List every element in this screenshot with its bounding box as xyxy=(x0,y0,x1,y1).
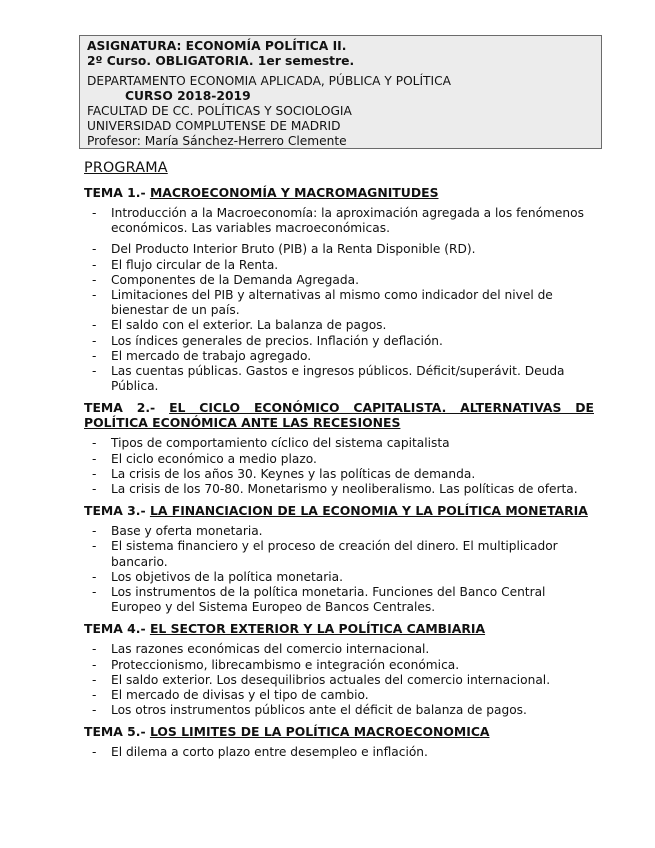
list-item: - El saldo con el exterior. La balanza de pagos. xyxy=(84,318,594,333)
tema-number: TEMA 5.- xyxy=(84,724,150,740)
department: DEPARTAMENTO ECONOMIA APLICADA, PÚBLICA Y POLÍTICA xyxy=(87,74,451,88)
tema-5-heading xyxy=(84,724,594,739)
tema-5-list xyxy=(84,745,594,760)
tema-4-heading xyxy=(84,621,594,636)
list-item: - Las razones económicas del comercio internacional. xyxy=(84,642,594,657)
tema-3-heading xyxy=(84,503,594,518)
tema-number: TEMA 2.- xyxy=(84,400,170,416)
list-item: - Proteccionismo, librecambismo e integración económica. xyxy=(84,658,594,673)
professor-line: Profesor: María Sánchez-Herrero Clemente xyxy=(87,134,347,148)
tema-title: LA FINANCIACION DE LA ECONOMIA Y LA POLÍTICA MONETARIA xyxy=(149,503,588,519)
course-header-box xyxy=(79,35,602,149)
program-title: PROGRAMA xyxy=(84,160,168,176)
list-item: - La crisis de los 70-80. Monetarismo y neoliberalismo. Las políticas de oferta. xyxy=(84,482,594,497)
list-item: - El mercado de trabajo agregado. xyxy=(84,349,594,364)
academic-year: CURSO 2018-2019 xyxy=(125,89,251,103)
list-item: - La crisis de los años 30. Keynes y las políticas de demanda. xyxy=(84,467,594,482)
list-item: - Los instrumentos de la política monetaria. Funciones del Banco Central Europeo y del Sistema Europeo de Bancos Centrales. xyxy=(84,585,594,615)
tema-title: EL CICLO ECONÓMICO CAPITALISTA. ALTERNATIVAS DE POLÍTICA ECONÓMICA ANTE LAS RECESIONES xyxy=(84,400,594,431)
list-item: - Los otros instrumentos públicos ante el déficit de balanza de pagos. xyxy=(84,703,594,718)
list-item: - Introducción a la Macroeconomía: la aproximación agregada a los fenómenos económicos. Las variables macroeconómicas. xyxy=(84,206,594,236)
tema-1-heading xyxy=(84,185,594,200)
tema-4-list xyxy=(84,642,594,718)
faculty: FACULTAD DE CC. POLÍTICAS Y SOCIOLOGIA xyxy=(87,104,352,118)
course-info: 2º Curso. OBLIGATORIA. 1er semestre. xyxy=(87,54,355,68)
list-item: - El dilema a corto plazo entre desempleo e inflación. xyxy=(84,745,594,760)
subject-title: ASIGNATURA: ECONOMÍA POLÍTICA II. xyxy=(87,39,347,53)
tema-2-list xyxy=(84,436,594,497)
tema-1-list xyxy=(84,206,594,394)
list-item: - Tipos de comportamiento cíclico del sistema capitalista xyxy=(84,436,594,451)
university: UNIVERSIDAD COMPLUTENSE DE MADRID xyxy=(87,119,341,133)
list-item: - El sistema financiero y el proceso de creación del dinero. El multiplicador bancario. xyxy=(84,539,594,569)
list-item: - El mercado de divisas y el tipo de cambio. xyxy=(84,688,594,703)
tema-number: TEMA 3.- xyxy=(84,503,150,519)
list-item: - Los índices generales de precios. Inflación y deflación. xyxy=(84,334,594,349)
list-item: - Base y oferta monetaria. xyxy=(84,524,594,539)
tema-title: LOS LIMITES DE LA POLÍTICA MACROECONOMICA xyxy=(149,724,490,740)
list-item: - Limitaciones del PIB y alternativas al mismo como indicador del nivel de bienestar de un país. xyxy=(84,288,594,318)
list-item: - El ciclo económico a medio plazo. xyxy=(84,452,594,467)
program-content xyxy=(84,160,594,767)
tema-number: TEMA 1.- xyxy=(84,185,150,200)
list-item: - Los objetivos de la política monetaria. xyxy=(84,570,594,585)
list-item: - Componentes de la Demanda Agregada. xyxy=(84,273,594,288)
list-item: - Las cuentas públicas. Gastos e ingresos públicos. Déficit/superávit. Deuda Pública. xyxy=(84,364,594,394)
tema-title: EL SECTOR EXTERIOR Y LA POLÍTICA CAMBIARIA xyxy=(149,621,486,637)
list-item: - El flujo circular de la Renta. xyxy=(84,258,594,273)
tema-2-heading xyxy=(84,400,594,430)
list-item: - El saldo exterior. Los desequilibrios actuales del comercio internacional. xyxy=(84,673,594,688)
tema-number: TEMA 4.- xyxy=(84,621,150,637)
list-item: - Del Producto Interior Bruto (PIB) a la Renta Disponible (RD). xyxy=(84,242,594,257)
tema-3-list xyxy=(84,524,594,615)
tema-title: MACROECONOMÍA Y MACROMAGNITUDES xyxy=(149,185,439,200)
